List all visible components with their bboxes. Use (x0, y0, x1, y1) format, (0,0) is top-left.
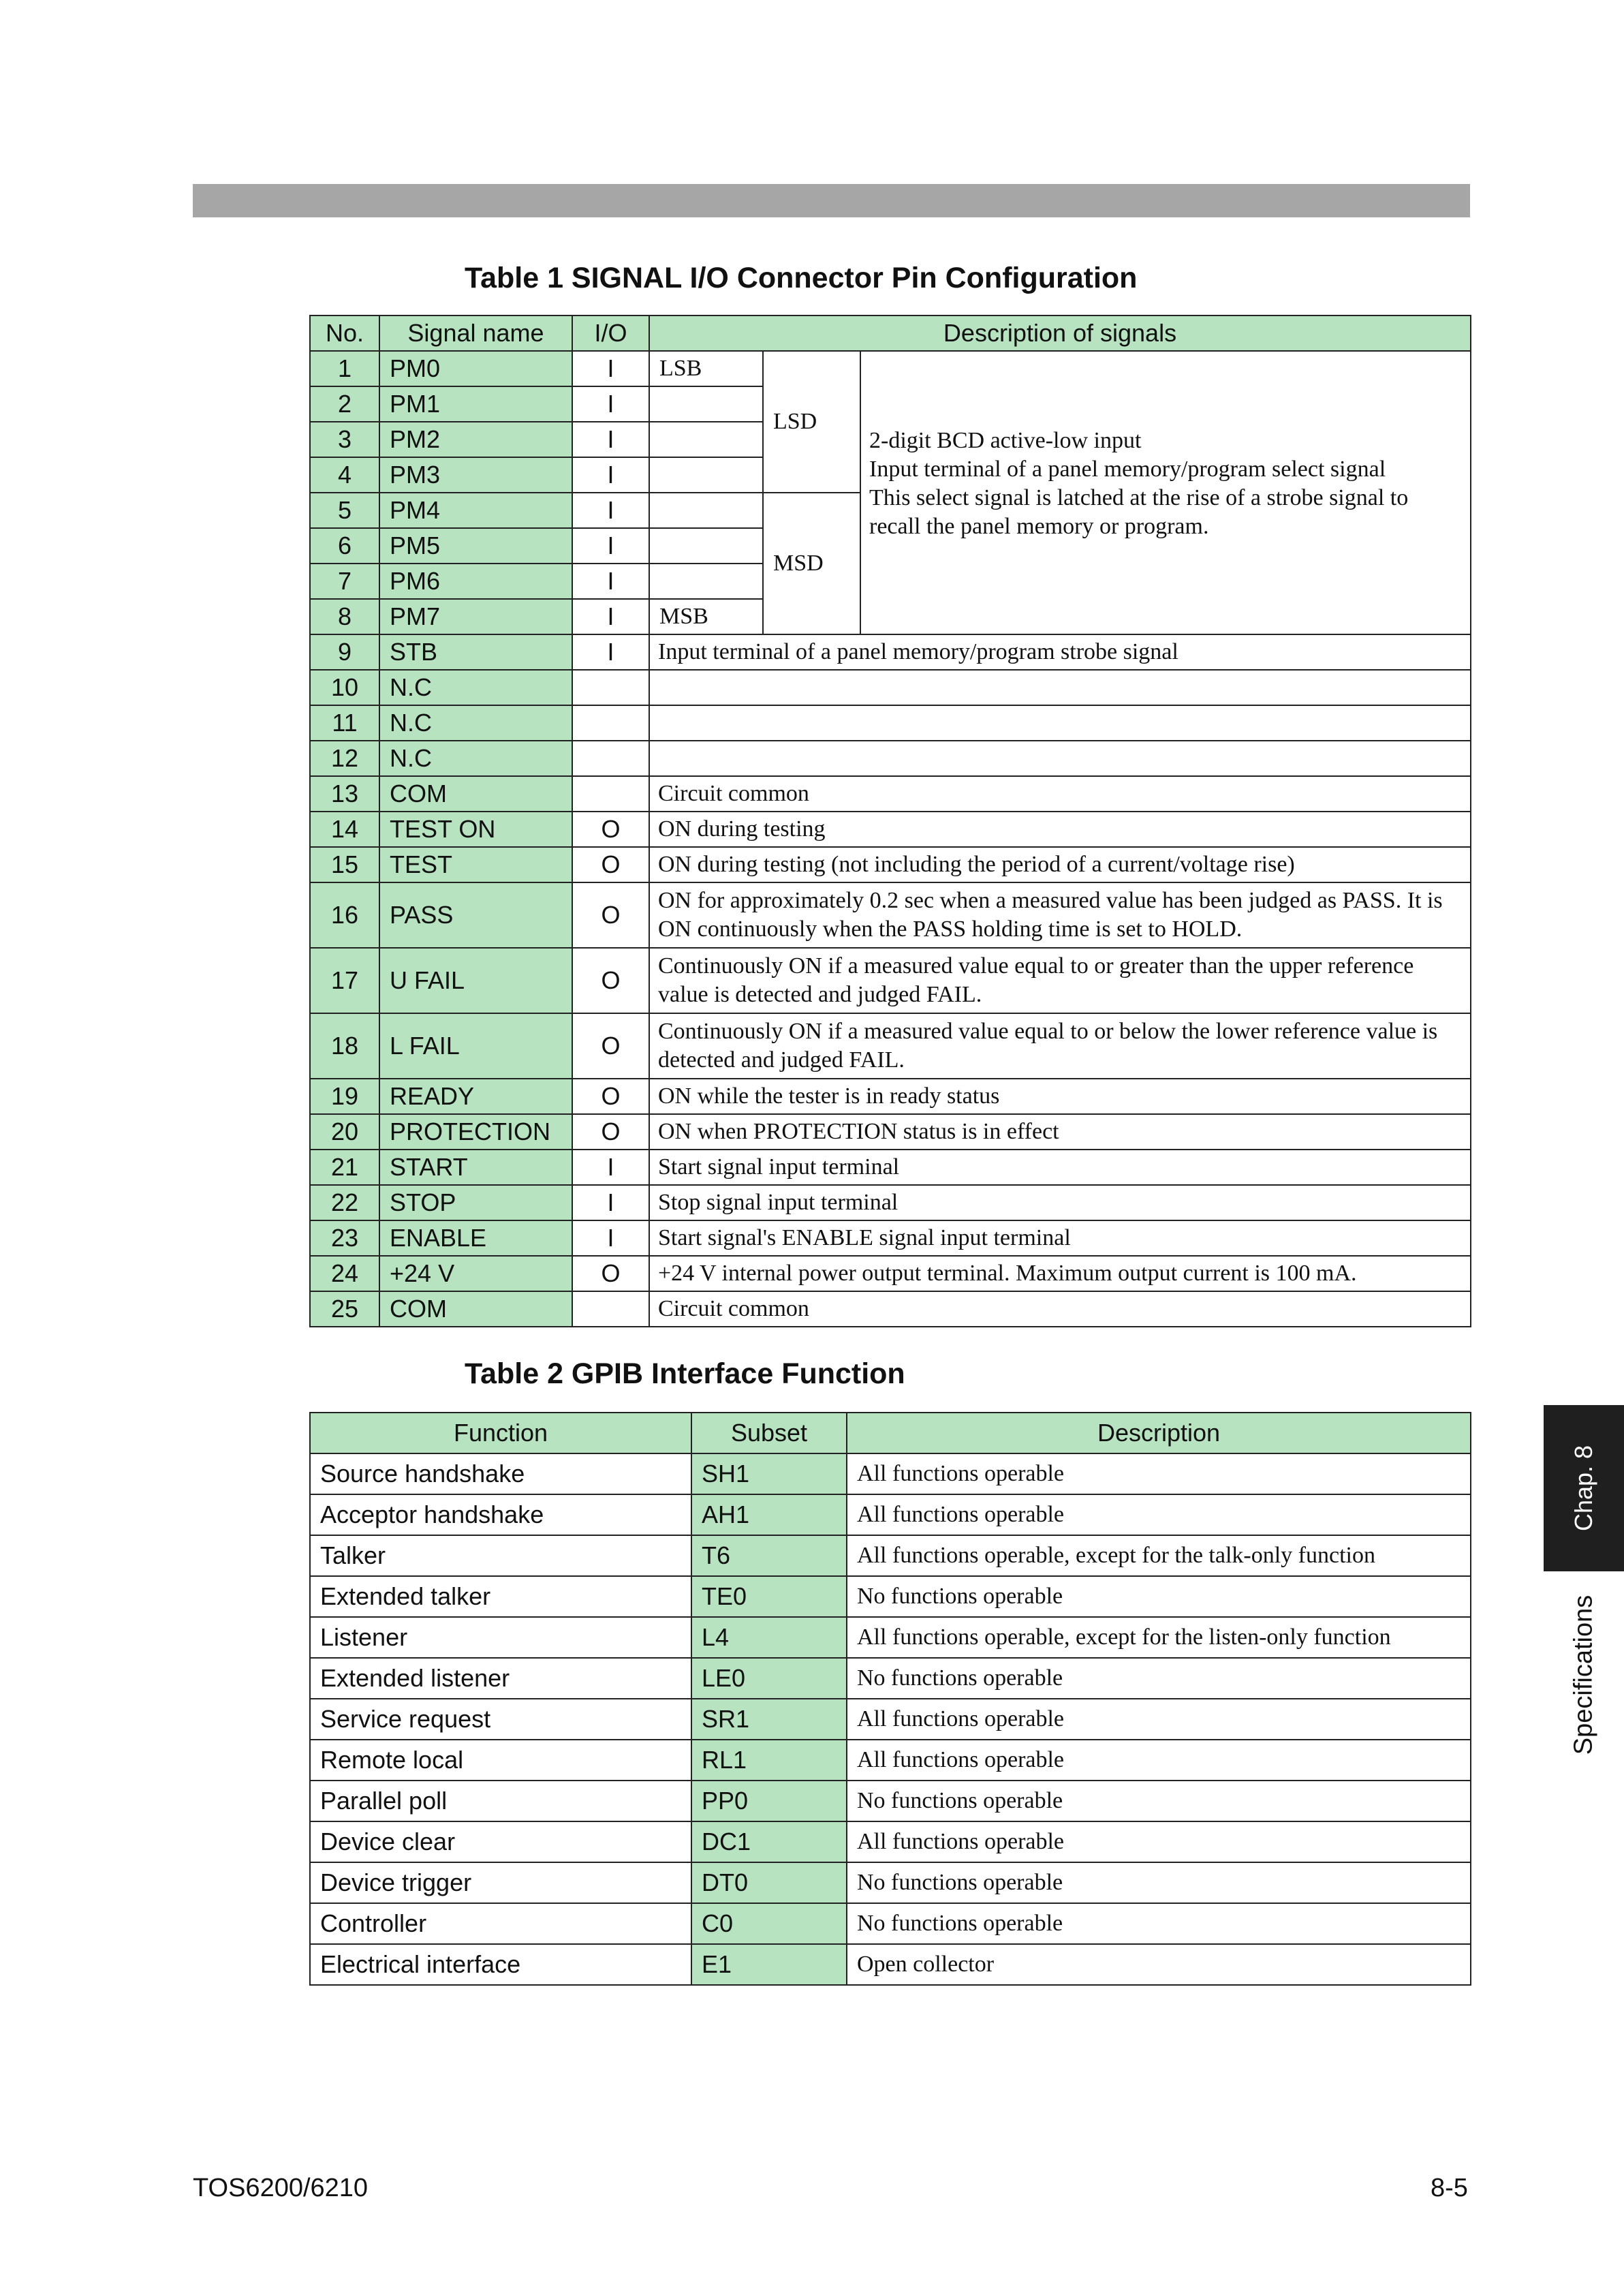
col-function-header: Function (310, 1413, 691, 1453)
signal-name: N.C (379, 705, 572, 741)
interface-function: Source handshake (310, 1453, 691, 1494)
bcd-description: 2-digit BCD active-low input Input terminal of a panel memory/program select signal This select signal is latched at the rise of a strobe signal to recall the panel memory or program. (860, 351, 1471, 634)
interface-function: Device trigger (310, 1862, 691, 1903)
interface-function: Parallel poll (310, 1781, 691, 1821)
pin-number: 4 (310, 457, 379, 493)
signal-name: TEST ON (379, 812, 572, 847)
interface-subset: LE0 (691, 1658, 847, 1699)
table-row (310, 776, 1471, 812)
interface-subset: L4 (691, 1617, 847, 1658)
pin-number: 16 (310, 882, 379, 948)
io-direction (572, 705, 649, 741)
signal-name: PM7 (379, 599, 572, 634)
signal-name: U FAIL (379, 948, 572, 1013)
io-direction: I (572, 457, 649, 493)
interface-subset: T6 (691, 1535, 847, 1576)
bit-label (649, 528, 763, 564)
pin-number: 25 (310, 1291, 379, 1327)
table-row (310, 1740, 1471, 1781)
table-row (310, 1150, 1471, 1185)
signal-name: PASS (379, 882, 572, 948)
table-row (310, 847, 1471, 882)
interface-description: No functions operable (847, 1781, 1471, 1821)
interface-function: Electrical interface (310, 1944, 691, 1985)
interface-description: All functions operable (847, 1699, 1471, 1740)
interface-function: Service request (310, 1699, 691, 1740)
interface-function: Extended listener (310, 1658, 691, 1699)
interface-function: Talker (310, 1535, 691, 1576)
interface-subset: DT0 (691, 1862, 847, 1903)
table-row (310, 1494, 1471, 1535)
pin-number: 11 (310, 705, 379, 741)
signal-name: PROTECTION (379, 1114, 572, 1150)
interface-description: All functions operable (847, 1821, 1471, 1862)
table-row (310, 882, 1471, 948)
io-direction (572, 741, 649, 776)
io-direction: I (572, 1220, 649, 1256)
pin-number: 15 (310, 847, 379, 882)
pin-number: 5 (310, 493, 379, 528)
pin-number: 19 (310, 1079, 379, 1114)
table-row (310, 1944, 1471, 1985)
lsd-label: LSD (763, 351, 860, 493)
interface-subset: DC1 (691, 1821, 847, 1862)
pin-number: 7 (310, 564, 379, 599)
pin-number: 21 (310, 1150, 379, 1185)
signal-description: Circuit common (649, 1291, 1471, 1327)
signal-name: START (379, 1150, 572, 1185)
io-direction: I (572, 634, 649, 670)
col-gpib-description-header: Description (847, 1413, 1471, 1453)
signal-description (649, 741, 1471, 776)
table-row (310, 1079, 1471, 1114)
col-no-header: No. (310, 315, 379, 351)
interface-description: No functions operable (847, 1862, 1471, 1903)
signal-name: L FAIL (379, 1013, 572, 1079)
io-direction: O (572, 812, 649, 847)
table-row (310, 1658, 1471, 1699)
signal-description: Stop signal input terminal (649, 1185, 1471, 1220)
interface-function: Listener (310, 1617, 691, 1658)
pin-number: 22 (310, 1185, 379, 1220)
table-row (310, 705, 1471, 741)
table-row (310, 670, 1471, 705)
io-direction: O (572, 1256, 649, 1291)
interface-subset: AH1 (691, 1494, 847, 1535)
pin-number: 6 (310, 528, 379, 564)
io-direction: O (572, 1079, 649, 1114)
interface-description: No functions operable (847, 1658, 1471, 1699)
table-row (310, 812, 1471, 847)
signal-description: Start signal input terminal (649, 1150, 1471, 1185)
table-row (310, 948, 1471, 1013)
io-direction: I (572, 1150, 649, 1185)
signal-name: PM0 (379, 351, 572, 386)
signal-name: PM3 (379, 457, 572, 493)
interface-subset: PP0 (691, 1781, 847, 1821)
io-direction: I (572, 528, 649, 564)
col-signal-name-header: Signal name (379, 315, 572, 351)
io-direction: I (572, 564, 649, 599)
signal-description: +24 V internal power output terminal. Maximum output current is 100 mA. (649, 1256, 1471, 1291)
interface-function: Remote local (310, 1740, 691, 1781)
io-direction: O (572, 1114, 649, 1150)
io-direction: O (572, 847, 649, 882)
signal-description (649, 670, 1471, 705)
signal-name: COM (379, 1291, 572, 1327)
pin-number: 17 (310, 948, 379, 1013)
signal-io-table (309, 315, 1471, 1327)
signal-name: STB (379, 634, 572, 670)
signal-description: Circuit common (649, 776, 1471, 812)
signal-name: PM2 (379, 422, 572, 457)
io-direction: I (572, 1185, 649, 1220)
io-direction (572, 776, 649, 812)
interface-function: Extended talker (310, 1576, 691, 1617)
interface-description: All functions operable (847, 1453, 1471, 1494)
interface-description: No functions operable (847, 1903, 1471, 1944)
interface-function: Controller (310, 1903, 691, 1944)
interface-description: All functions operable (847, 1494, 1471, 1535)
interface-description: Open collector (847, 1944, 1471, 1985)
interface-subset: RL1 (691, 1740, 847, 1781)
table-row (310, 1862, 1471, 1903)
table-row (310, 1114, 1471, 1150)
signal-name: STOP (379, 1185, 572, 1220)
pin-number: 8 (310, 599, 379, 634)
signal-name: TEST (379, 847, 572, 882)
bit-label (649, 457, 763, 493)
bit-label (649, 422, 763, 457)
io-direction (572, 670, 649, 705)
bit-label (649, 386, 763, 422)
col-io-header: I/O (572, 315, 649, 351)
section-label: Specifications (1569, 1595, 1598, 1755)
signal-description: Continuously ON if a measured value equal to or greater than the upper reference value is detected and judged FAIL. (649, 948, 1471, 1013)
pin-number: 13 (310, 776, 379, 812)
col-subset-header: Subset (691, 1413, 847, 1453)
signal-name: COM (379, 776, 572, 812)
interface-description: All functions operable, except for the talk-only function (847, 1535, 1471, 1576)
pin-number: 24 (310, 1256, 379, 1291)
footer-model: TOS6200/6210 (193, 2174, 369, 2202)
interface-subset: TE0 (691, 1576, 847, 1617)
signal-description: Start signal's ENABLE signal input terminal (649, 1220, 1471, 1256)
table-row (310, 1617, 1471, 1658)
table-row (310, 1256, 1471, 1291)
io-direction: O (572, 1013, 649, 1079)
io-direction: I (572, 493, 649, 528)
pin-number: 2 (310, 386, 379, 422)
pin-number: 9 (310, 634, 379, 670)
interface-function: Acceptor handshake (310, 1494, 691, 1535)
io-direction: I (572, 386, 649, 422)
pin-number: 23 (310, 1220, 379, 1256)
io-direction: O (572, 882, 649, 948)
signal-description: Continuously ON if a measured value equal to or below the lower reference value is detected and judged FAIL. (649, 1013, 1471, 1079)
table1-caption: Table 1 SIGNAL I/O Connector Pin Configuration (465, 262, 1138, 294)
header-rule (193, 184, 1470, 217)
chapter-label: Chap. 8 (1570, 1445, 1597, 1532)
table2-header-row (310, 1413, 1471, 1453)
table-row (310, 1781, 1471, 1821)
interface-description: No functions operable (847, 1576, 1471, 1617)
table-row (310, 1535, 1471, 1576)
signal-description: ON when PROTECTION status is in effect (649, 1114, 1471, 1150)
interface-subset: E1 (691, 1944, 847, 1985)
table-row (310, 634, 1471, 670)
io-direction (572, 1291, 649, 1327)
pin-number: 14 (310, 812, 379, 847)
pin-number: 10 (310, 670, 379, 705)
gpib-interface-table (309, 1412, 1471, 1986)
table-row (310, 1903, 1471, 1944)
interface-subset: SR1 (691, 1699, 847, 1740)
pin-number: 1 (310, 351, 379, 386)
signal-name: PM1 (379, 386, 572, 422)
signal-name: PM4 (379, 493, 572, 528)
io-direction: I (572, 422, 649, 457)
col-description-header: Description of signals (649, 315, 1471, 351)
signal-description: ON while the tester is in ready status (649, 1079, 1471, 1114)
lsb-label: LSB (649, 351, 763, 386)
table-row (310, 741, 1471, 776)
table2-caption: Table 2 GPIB Interface Function (465, 1357, 905, 1390)
signal-description: ON during testing (649, 812, 1471, 847)
table-row (310, 1220, 1471, 1256)
interface-subset: C0 (691, 1903, 847, 1944)
interface-subset: SH1 (691, 1453, 847, 1494)
io-direction: I (572, 351, 649, 386)
io-direction: I (572, 599, 649, 634)
signal-description: Input terminal of a panel memory/program strobe signal (649, 634, 1471, 670)
signal-name: +24 V (379, 1256, 572, 1291)
signal-description: ON during testing (not including the period of a current/voltage rise) (649, 847, 1471, 882)
bit-label (649, 564, 763, 599)
msd-label: MSD (763, 493, 860, 634)
signal-description: ON for approximately 0.2 sec when a measured value has been judged as PASS. It is ON continuously when the PASS holding time is set to HOLD. (649, 882, 1471, 948)
table-row (310, 1576, 1471, 1617)
signal-name: N.C (379, 741, 572, 776)
io-direction: O (572, 948, 649, 1013)
pin-number: 12 (310, 741, 379, 776)
table-row (310, 1821, 1471, 1862)
table-row (310, 1453, 1471, 1494)
signal-name: PM6 (379, 564, 572, 599)
interface-description: All functions operable, except for the listen-only function (847, 1617, 1471, 1658)
signal-name: PM5 (379, 528, 572, 564)
table-row (310, 1699, 1471, 1740)
table-row (310, 1185, 1471, 1220)
table-row (310, 1013, 1471, 1079)
pin-number: 3 (310, 422, 379, 457)
footer-page-number: 8-5 (1431, 2174, 1468, 2202)
msb-label: MSB (649, 599, 763, 634)
signal-name: N.C (379, 670, 572, 705)
table1-header-row (310, 315, 1471, 351)
signal-description (649, 705, 1471, 741)
pin-number: 18 (310, 1013, 379, 1079)
signal-name: READY (379, 1079, 572, 1114)
interface-description: All functions operable (847, 1740, 1471, 1781)
signal-name: ENABLE (379, 1220, 572, 1256)
interface-function: Device clear (310, 1821, 691, 1862)
bit-label (649, 493, 763, 528)
table-row (310, 351, 1471, 386)
table-row (310, 1291, 1471, 1327)
pin-number: 20 (310, 1114, 379, 1150)
